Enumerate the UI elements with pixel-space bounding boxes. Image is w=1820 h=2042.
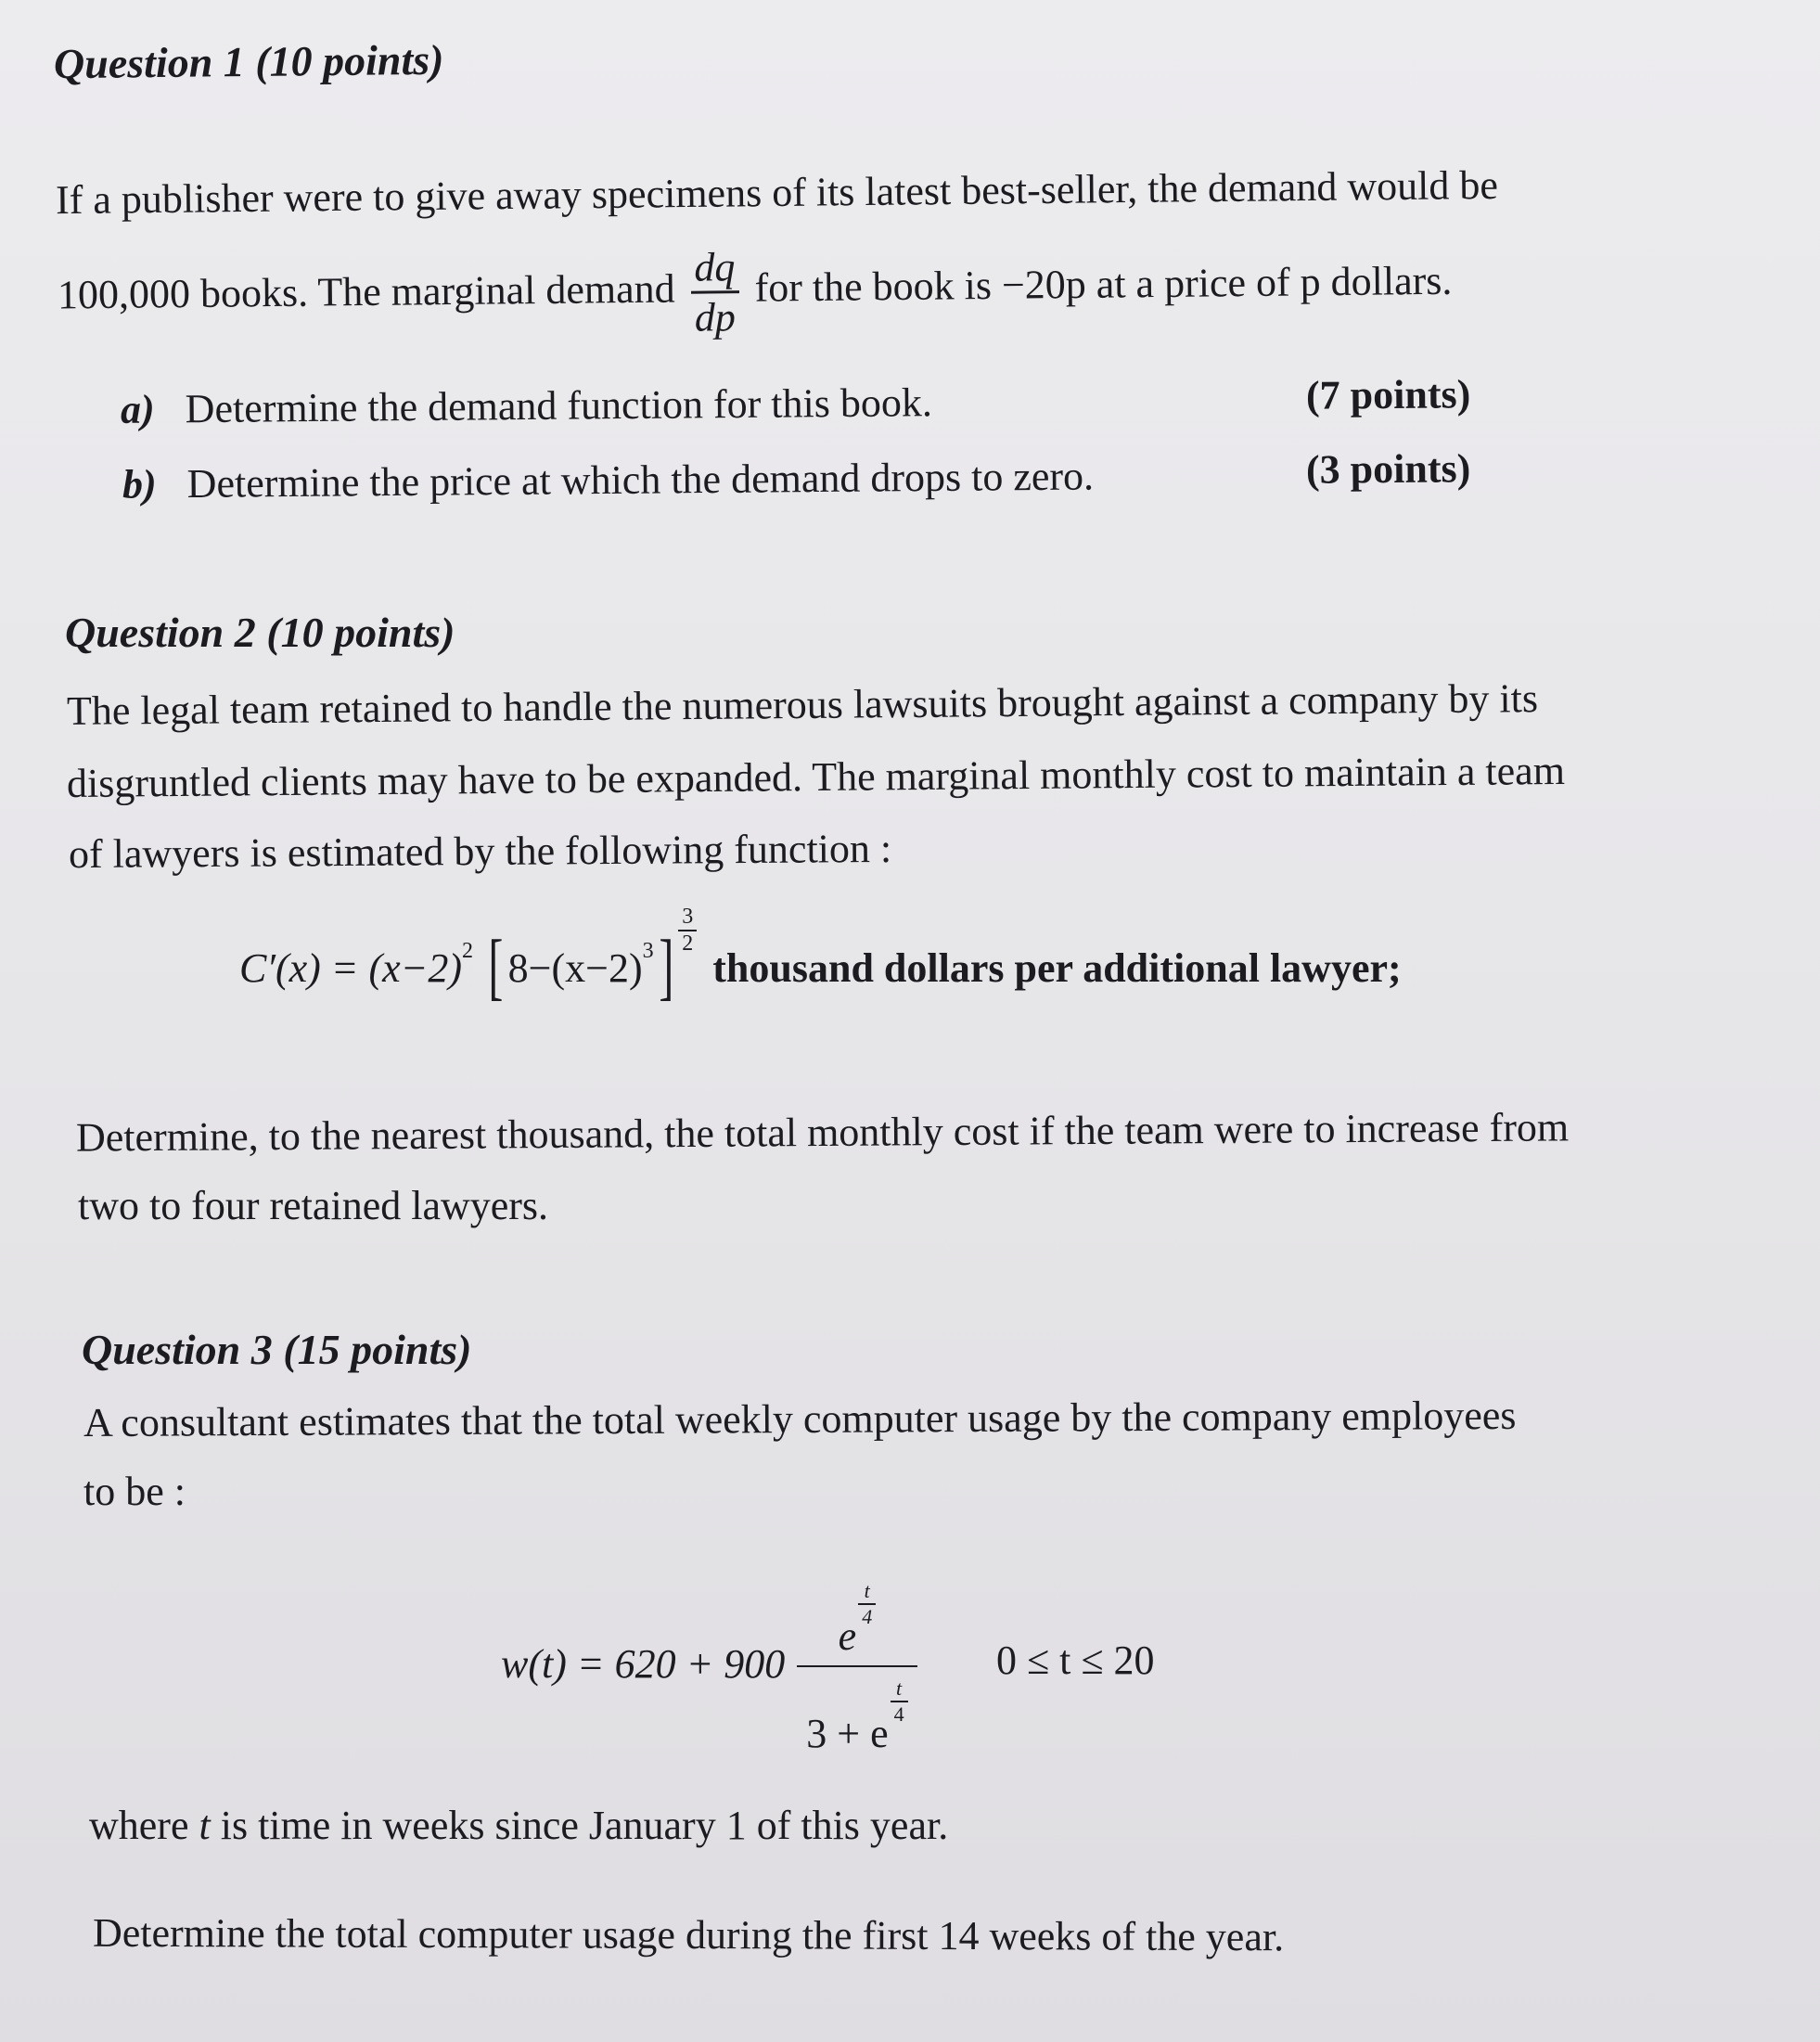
usage-formula-lhs: w(t) = 620 + 900	[501, 1641, 786, 1688]
formula-cube-exponent: 3	[642, 939, 654, 963]
power-denominator: 2	[678, 930, 697, 957]
usage-denominator-exponent	[891, 1676, 908, 1727]
usage-numerator-base: e	[838, 1613, 857, 1659]
question-2-line-2: disgruntled clients may have to be expanded. The marginal monthly cost to maintain a team	[66, 747, 1566, 807]
question-1-part-a	[121, 379, 932, 433]
usage-denominator	[797, 1665, 916, 1757]
question-2-title: Question 2 (10 points)	[65, 609, 455, 656]
formula-lhs: C′(x) = (x−2)	[239, 945, 463, 991]
usage-denominator-base: 3 + e	[806, 1711, 889, 1756]
right-bracket: ]	[658, 926, 673, 1008]
denominator-exp-den: 4	[891, 1701, 908, 1727]
marginal-cost-formula	[239, 905, 1402, 1009]
question-2-line-4: Determine, to the nearest thousand, the total monthly cost if the team were to increase from	[75, 1104, 1570, 1161]
question-3-line-1: A consultant estimates that the total weekly computer usage by the company employees	[83, 1392, 1517, 1446]
usage-fraction	[797, 1579, 916, 1757]
question-1-part-b	[122, 452, 1094, 507]
power-numerator: 3	[682, 905, 694, 929]
question-1-line-2	[57, 236, 1452, 348]
part-a-text: Determine the demand function for this book.	[185, 379, 933, 432]
formula-units-text: thousand dollars per additional lawyer;	[712, 945, 1402, 991]
question-2-line-3: of lawyers is estimated by the following function :	[68, 825, 892, 878]
question-3-line-4: Determine the total computer usage during the first 14 weeks of the year.	[92, 1909, 1285, 1960]
part-b-label: b)	[122, 461, 157, 507]
part-a-label: a)	[120, 386, 155, 432]
question-1-line-1: If a publisher were to give away specimens of its latest best-seller, the demand would be	[55, 161, 1499, 224]
left-bracket: [	[488, 926, 504, 1008]
formula-power-fraction	[678, 905, 697, 957]
line-3-variable: t	[199, 1803, 211, 1848]
formula-square-exponent: 2	[462, 939, 474, 963]
fraction-denominator: dp	[691, 290, 740, 341]
numerator-exp-den: 4	[858, 1603, 876, 1629]
question-2-line-5: two to four retained lawyers.	[78, 1183, 549, 1228]
line-3-pre: where	[89, 1803, 199, 1848]
usage-formula	[501, 1579, 923, 1757]
line-3-post: is time in weeks since January 1 of this year.	[210, 1803, 949, 1848]
formula-bracket-content: 8−(x−2)	[507, 945, 643, 991]
question-3-line-2: to be :	[83, 1469, 186, 1514]
question-1-line-2-pre: 100,000 books. The marginal demand	[57, 265, 675, 318]
usage-domain: 0 ≤ t ≤ 20	[996, 1637, 1155, 1683]
part-b-text: Determine the price at which the demand drops to zero.	[186, 453, 1095, 507]
part-a-points: (7 points)	[1305, 371, 1471, 418]
usage-numerator	[797, 1579, 916, 1665]
numerator-exp-num: t	[864, 1579, 870, 1602]
part-b-points: (3 points)	[1305, 445, 1471, 493]
question-1-title: Question 1 (10 points)	[53, 35, 444, 88]
usage-numerator-exponent	[858, 1579, 876, 1629]
denominator-exp-num: t	[896, 1676, 903, 1700]
marginal-demand-fraction	[690, 243, 739, 341]
fraction-numerator: dq	[694, 244, 736, 290]
question-3-line-3	[89, 1802, 948, 1849]
question-1-line-2-post: for the book is −20p at a price of p dollars.	[754, 257, 1453, 311]
question-2-line-1: The legal team retained to handle the numerous lawsuits brought against a company by its	[66, 675, 1539, 734]
question-3-title: Question 3 (15 points)	[82, 1326, 472, 1373]
